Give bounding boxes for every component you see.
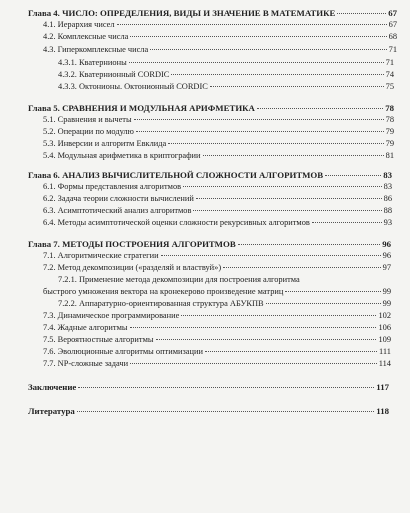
toc-title: 5.1. Сравнения и вычеты: [43, 115, 132, 124]
toc-page: 96: [382, 239, 391, 249]
toc-title: быстрого умножения вектора на кронекерово произведение матриц: [43, 287, 284, 296]
toc-entry: [58, 275, 391, 284]
leader-dots: [134, 119, 384, 120]
toc-entry: [43, 359, 391, 368]
toc-title: 5.4. Модульная арифметика в криптографии: [43, 151, 201, 160]
leader-dots: [161, 255, 381, 256]
toc-title: Заключение: [28, 382, 77, 392]
toc-title: 7.2. Метод декомпозиции («разделяй и властвуй»): [43, 263, 222, 272]
leader-dots: [136, 131, 384, 132]
toc-page: 71: [385, 58, 394, 67]
toc-entry: [43, 206, 392, 215]
toc-page: 67: [388, 8, 397, 18]
toc-page: 74: [385, 70, 394, 79]
toc-page: 117: [376, 382, 389, 392]
toc-page: 83: [383, 182, 392, 191]
toc-chapter-4: [28, 8, 397, 18]
toc-title: 6.4. Методы асимптотической оценки сложности рекурсивных алгоритмов: [43, 218, 310, 227]
toc-entry: [58, 82, 394, 91]
toc-page: 111: [379, 347, 391, 356]
leader-dots: [77, 411, 374, 412]
leader-dots: [285, 291, 380, 292]
toc-entry: [43, 251, 391, 260]
leader-dots: [337, 13, 386, 14]
toc-title: 7.7. NP-сложные задачи: [43, 359, 129, 368]
toc-entry: [43, 45, 397, 54]
toc-title: 6.2. Задача теории сложности вычислений: [43, 194, 194, 203]
toc-title: 7.1. Алгоритмические стратегии: [43, 251, 159, 260]
leader-dots: [130, 327, 377, 328]
leader-dots: [117, 24, 387, 25]
toc-entry: [43, 311, 391, 320]
toc-chapter-6: [28, 170, 392, 180]
toc-title: 4.3.3. Октонионы. Октонионный CORDIC: [58, 82, 208, 91]
toc-title: Глава 5. СРАВНЕНИЯ И МОДУЛЬНАЯ АРИФМЕТИКА: [28, 103, 255, 113]
leader-dots: [183, 186, 382, 187]
toc-entry: [43, 182, 392, 191]
toc-title: 5.2. Операции по модулю: [43, 127, 134, 136]
toc-title: 7.6. Эволюционные алгоритмы оптимизации: [43, 347, 203, 356]
leader-dots: [130, 36, 386, 37]
toc-title: Литература: [28, 406, 75, 416]
toc-page: 68: [388, 32, 397, 41]
toc-title: 7.5. Вероятностные алгоритмы: [43, 335, 154, 344]
leader-dots: [205, 351, 377, 352]
toc-page: 99: [382, 299, 391, 308]
toc-conclusion: [28, 382, 389, 392]
toc-page: 86: [383, 194, 392, 203]
leader-dots: [193, 210, 381, 211]
leader-dots: [210, 86, 384, 87]
toc-chapter-5: [28, 103, 394, 113]
toc-page: 97: [382, 263, 391, 272]
toc-entry: [43, 115, 394, 124]
toc-page: 114: [378, 359, 391, 368]
leader-dots: [156, 339, 377, 340]
toc-page: 78: [385, 115, 394, 124]
toc-page: 75: [385, 82, 394, 91]
toc-title: 6.1. Формы представления алгоритмов: [43, 182, 182, 191]
toc-entry: [43, 287, 391, 296]
toc-title: 5.3. Инверсии и алгоритм Евклида: [43, 139, 167, 148]
toc-chapter-7: [28, 239, 391, 249]
toc-title: 4.3.1. Кватернионы: [58, 58, 127, 67]
toc-page: 79: [385, 127, 394, 136]
toc-title: 7.2.1. Применение метода декомпозиции для построения алгоритма: [58, 275, 300, 284]
leader-dots: [266, 303, 381, 304]
toc-page: 78: [385, 103, 394, 113]
leader-dots: [150, 49, 386, 50]
leader-dots: [171, 74, 383, 75]
toc-title: 4.2. Комплексные числа: [43, 32, 129, 41]
toc-entry: [58, 70, 394, 79]
toc-entry: [43, 127, 394, 136]
toc-title: 4.1. Иерархия чисел: [43, 20, 115, 29]
leader-dots: [203, 155, 384, 156]
leader-dots: [223, 267, 380, 268]
leader-dots: [196, 198, 382, 199]
leader-dots: [130, 363, 377, 364]
toc-entry: [43, 263, 391, 272]
toc-title: 4.3. Гиперкомплексные числа: [43, 45, 149, 54]
toc-entry: [43, 323, 391, 332]
toc-page: 67: [388, 20, 397, 29]
leader-dots: [78, 387, 374, 388]
leader-dots: [129, 62, 384, 63]
leader-dots: [257, 108, 383, 109]
toc-literature: [28, 406, 389, 416]
toc-page: 106: [378, 323, 391, 332]
leader-dots: [238, 244, 381, 245]
toc-title: 7.3. Динамическое программирование: [43, 311, 180, 320]
leader-dots: [312, 222, 382, 223]
toc-entry: [43, 335, 391, 344]
leader-dots: [181, 315, 376, 316]
toc-entry: [43, 20, 397, 29]
toc-page: 79: [385, 139, 394, 148]
toc-entry: [43, 139, 394, 148]
toc-page: 81: [385, 151, 394, 160]
leader-dots: [325, 175, 381, 176]
toc-entry: [43, 347, 391, 356]
toc-page: 88: [383, 206, 392, 215]
toc-entry: [43, 151, 394, 160]
toc-page: 96: [382, 251, 391, 260]
toc-page: 102: [378, 311, 391, 320]
toc-title: 7.4. Жадные алгоритмы: [43, 323, 128, 332]
leader-dots: [168, 143, 383, 144]
toc-title: 7.2.2. Аппаратурно-ориентированная структура АБУКПВ: [58, 299, 264, 308]
toc-entry: [43, 194, 392, 203]
toc-title: Глава 7. МЕТОДЫ ПОСТРОЕНИЯ АЛГОРИТМОВ: [28, 239, 236, 249]
toc-page: 99: [382, 287, 391, 296]
toc-page: 83: [383, 170, 392, 180]
toc-entry: [58, 58, 394, 67]
toc-page: 71: [388, 45, 397, 54]
toc-page: 93: [383, 218, 392, 227]
toc-title: 4.3.2. Кватернионный CORDIC: [58, 70, 170, 79]
toc-entry: [43, 218, 392, 227]
toc-entry: [43, 32, 397, 41]
toc-page: 118: [376, 406, 389, 416]
toc-page: 109: [378, 335, 391, 344]
toc-entry: [58, 299, 391, 308]
toc-title: Глава 6. АНАЛИЗ ВЫЧИСЛИТЕЛЬНОЙ СЛОЖНОСТИ АЛГОРИТМОВ: [28, 170, 324, 180]
toc-title: Глава 4. ЧИСЛО: ОПРЕДЕЛЕНИЯ, ВИДЫ И ЗНАЧЕНИЕ В МАТЕМАТИКЕ: [28, 8, 336, 18]
toc-title: 6.3. Асимптотический анализ алгоритмов: [43, 206, 192, 215]
